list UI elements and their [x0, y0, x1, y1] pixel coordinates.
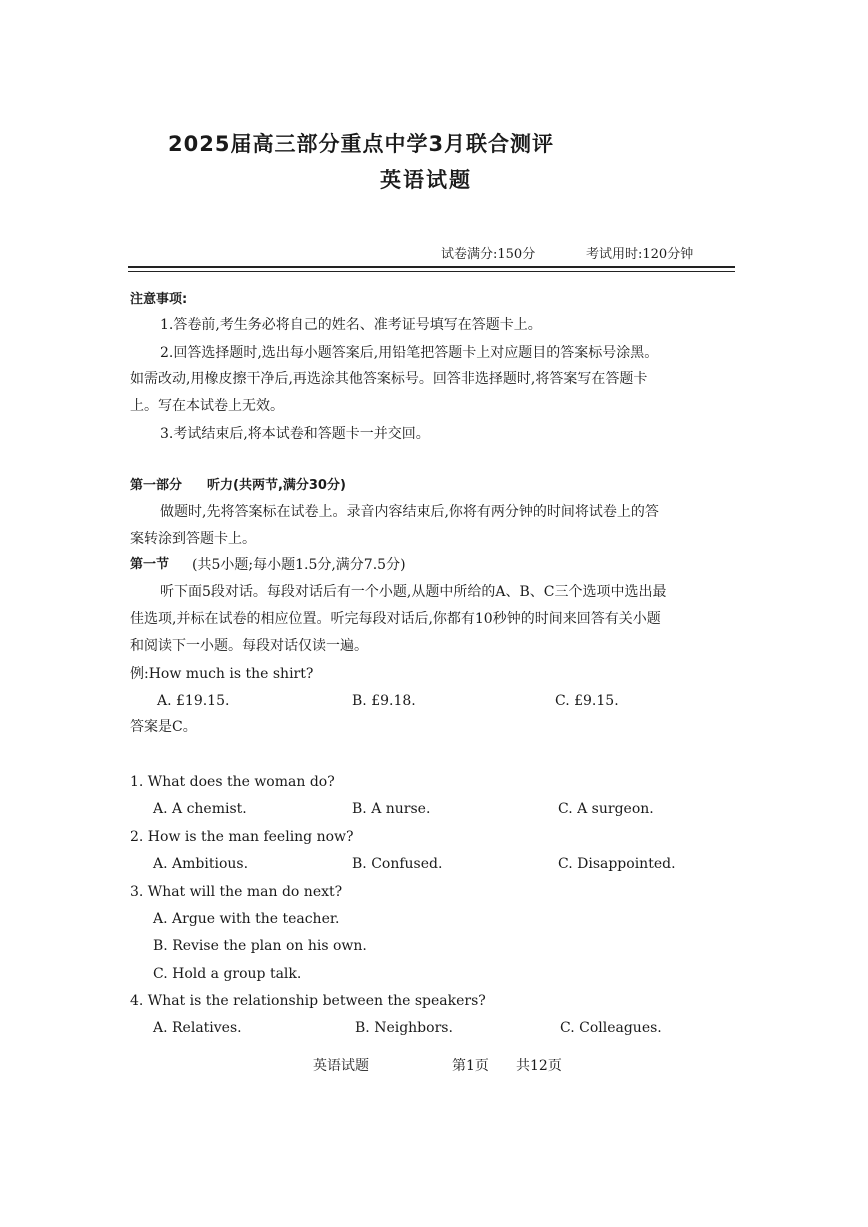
notice-heading: 注意事项:: [130, 292, 188, 307]
question-1-option-a: A. A chemist.: [153, 801, 247, 817]
notice-item-2: 2.回答选择题时,选出每小题答案后,用铅笔把答题卡上对应题目的答案标号涂黑。: [160, 345, 659, 361]
example-question: 例:How much is the shirt?: [130, 666, 314, 682]
part1-intro-cont: 案转涂到答题卡上。: [130, 531, 256, 547]
question-4-option-b: B. Neighbors.: [355, 1020, 453, 1036]
exam-subtitle: 英语试题: [380, 168, 472, 192]
example-answer: 答案是C。: [130, 719, 197, 735]
question-2-option-b: B. Confused.: [352, 856, 443, 872]
directions-cont: 佳选项,并标在试卷的相应位置。听完每段对话后,你都有10秒钟的时间来回答有关小题: [130, 611, 661, 627]
time-limit: 考试用时:120分钟: [586, 247, 694, 262]
question-1-option-c: C. A surgeon.: [558, 801, 654, 817]
question-2-option-c: C. Disappointed.: [558, 856, 676, 872]
full-score: 试卷满分:150分: [441, 247, 536, 262]
section1-label: 第一节: [130, 557, 170, 572]
footer-subject: 英语试题: [313, 1058, 369, 1074]
example-option-b: B. £9.18.: [352, 693, 416, 709]
notice-item-3: 3.考试结束后,将本试卷和答题卡一并交回。: [160, 426, 430, 442]
question-4-stem: 4. What is the relationship between the speakers?: [130, 993, 486, 1009]
exam-title: 2025届高三部分重点中学3月联合测评: [168, 132, 555, 156]
question-3-stem: 3. What will the man do next?: [130, 884, 343, 900]
part1-intro: 做题时,先将答案标在试卷上。录音内容结束后,你将有两分钟的时间将试卷上的答: [160, 504, 659, 520]
question-2-option-a: A. Ambitious.: [153, 856, 249, 872]
notice-item-1: 1.答卷前,考生务必将自己的姓名、准考证号填写在答题卡上。: [160, 317, 542, 333]
notice-item-2-cont: 如需改动,用橡皮擦干净后,再选涂其他答案标号。回答非选择题时,将答案写在答题卡: [130, 371, 648, 387]
question-3-option-a: A. Argue with the teacher.: [153, 911, 340, 927]
part1-label: 第一部分: [130, 478, 183, 493]
example-option-c: C. £9.15.: [555, 693, 619, 709]
question-4-option-c: C. Colleagues.: [560, 1020, 662, 1036]
section1-info: (共5小题;每小题1.5分,满分7.5分): [192, 557, 406, 573]
question-1-stem: 1. What does the woman do?: [130, 774, 335, 790]
part1-heading: 听力(共两节,满分30分): [207, 478, 346, 493]
directions-cont2: 和阅读下一小题。每段对话仅读一遍。: [130, 638, 368, 654]
footer-total: 共12页: [516, 1058, 562, 1074]
question-3-option-b: B. Revise the plan on his own.: [153, 938, 367, 954]
question-1-option-b: B. A nurse.: [352, 801, 431, 817]
question-3-option-c: C. Hold a group talk.: [153, 966, 302, 982]
question-2-stem: 2. How is the man feeling now?: [130, 829, 354, 845]
header-rule-thin: [128, 271, 735, 272]
example-option-a: A. £19.15.: [157, 693, 230, 709]
notice-item-2-cont2: 上。写在本试卷上无效。: [130, 398, 284, 414]
header-rule: [128, 266, 735, 268]
question-4-option-a: A. Relatives.: [153, 1020, 242, 1036]
footer-page: 第1页: [452, 1058, 489, 1074]
directions: 听下面5段对话。每段对话后有一个小题,从题中所给的A、B、C三个选项中选出最: [160, 584, 667, 600]
